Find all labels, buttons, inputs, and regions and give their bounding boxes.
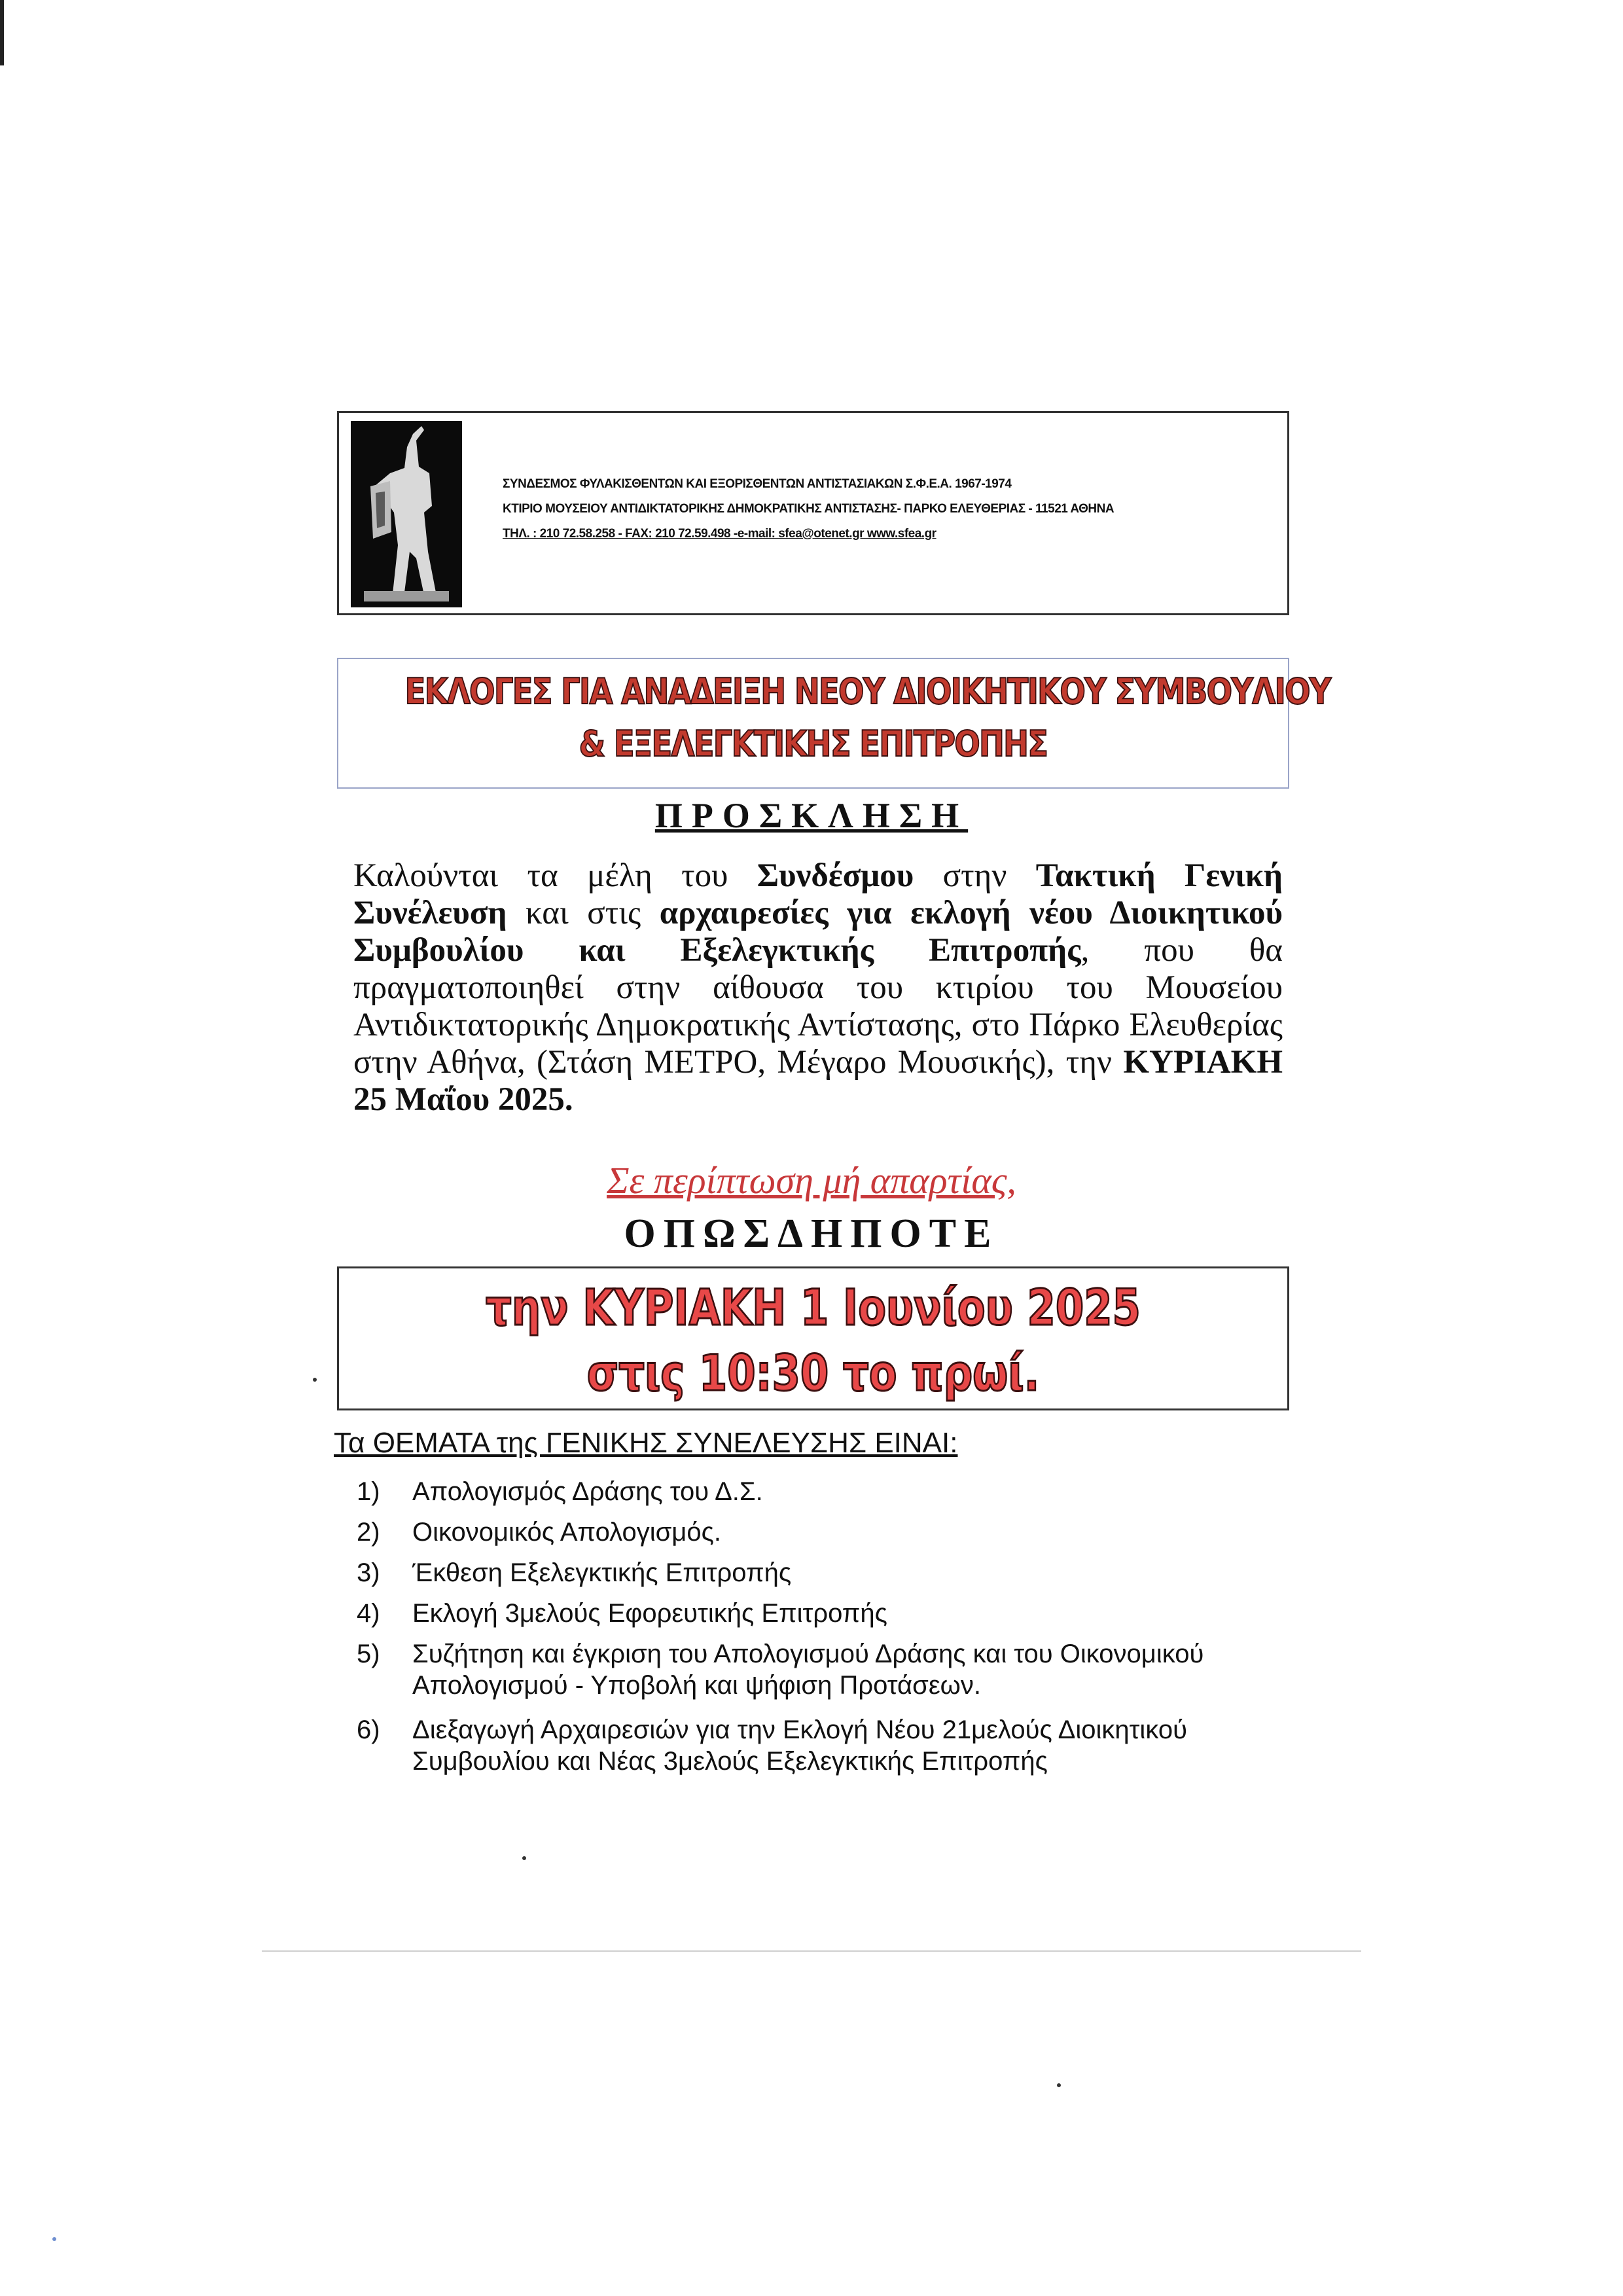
invitation-body bbox=[353, 857, 1283, 1119]
letterhead-text bbox=[503, 472, 1114, 547]
organization-name: ΣΥΝΔΕΣΜΟΣ ΦΥΛΑΚΙΣΘΕΝΤΩΝ ΚΑΙ ΕΞΟΡΙΣΘΕΝΤΩΝ ΑΝΤΙΣΤΑΣΙΑΚΩΝ Σ.Φ.Ε.Α. 1967-1974 bbox=[503, 477, 1012, 491]
scan-edge-mark bbox=[0, 0, 4, 65]
scan-speck bbox=[1057, 2083, 1061, 2087]
scan-speck bbox=[522, 1856, 526, 1860]
body-text-2: στην bbox=[914, 857, 1036, 894]
list-item bbox=[357, 1638, 1306, 1701]
list-item bbox=[357, 1598, 1306, 1629]
regardless-heading: ΟΠΩΣΔΗΠΟΤΕ bbox=[624, 1211, 999, 1256]
topic-number: 1) bbox=[357, 1477, 380, 1506]
list-item bbox=[357, 1476, 1306, 1507]
scan-speck bbox=[313, 1378, 317, 1382]
body-text-3: και στις bbox=[507, 895, 660, 931]
topic-number: 4) bbox=[357, 1599, 380, 1628]
scan-speck bbox=[52, 2237, 56, 2241]
meeting-date: την ΚΥΡΙΑΚΗ 1 Ιουνίου 2025 bbox=[486, 1278, 1141, 1336]
list-item bbox=[357, 1714, 1306, 1777]
statue-logo bbox=[351, 421, 462, 607]
invitation-heading: ΠΡΟΣΚΛΗΣΗ bbox=[654, 796, 969, 835]
meeting-time: στις 10:30 το πρωί. bbox=[586, 1344, 1040, 1402]
meeting-date-box bbox=[337, 1266, 1289, 1410]
topic-text: Έκθεση Εξελεγκτικής Επιτροπής bbox=[412, 1558, 792, 1587]
topic-number: 6) bbox=[357, 1715, 380, 1744]
election-title-box bbox=[337, 658, 1330, 789]
body-bold-4: ΚΥΡΙΑΚΗ 25 Μαΐου 2025. bbox=[353, 1044, 1283, 1118]
body-bold-2: Τακτική Γενική Συνέλευση bbox=[353, 857, 1283, 931]
topics-list bbox=[357, 1476, 1306, 1786]
body-text-1: Καλούνται τα μέλη του bbox=[353, 857, 757, 894]
letterhead bbox=[337, 411, 1289, 615]
no-quorum-notice: Σε περίπτωση μή απαρτίας, bbox=[607, 1159, 1016, 1202]
topic-number: 5) bbox=[357, 1640, 380, 1668]
body-bold-1: Συνδέσμου bbox=[757, 857, 914, 894]
topic-text: Οικονομικός Απολογισμός. bbox=[412, 1518, 721, 1547]
topic-text: Εκλογή 3μελούς Εφορευτικής Επιτροπής bbox=[412, 1599, 887, 1628]
topic-text: Απολογισμός Δράσης του Δ.Σ. bbox=[412, 1477, 763, 1506]
topics-heading: Τα ΘΕΜΑΤΑ της ΓΕΝΙΚΗΣ ΣΥΝΕΛΕΥΣΗΣ ΕΙΝΑΙ: bbox=[334, 1427, 958, 1459]
organization-contact: ΤΗΛ. : 210 72.58.258 - FAX: 210 72.59.498 -e-mail: sfea@otenet.gr www.sfea.gr bbox=[503, 527, 936, 541]
topic-number: 2) bbox=[357, 1518, 380, 1547]
election-title-line-2: & ΕΞΕΛΕΓΚΤΙΚΗΣ ΕΠΙΤΡΟΠΗΣ bbox=[579, 723, 1048, 764]
topic-text: Διεξαγωγή Αρχαιρεσιών για την Εκλογή Νέου 21μελούς Διοικητικού Συμβουλίου και Νέας 3μελούς Εξελεγκτικής Επιτροπής bbox=[412, 1715, 1187, 1776]
body-text-4: , που θα πραγματοποιηθεί στην αίθουσα του κτιρίου του Μουσείου Αντιδικτατορικής Δημοκρατικής Αντίστασης, στο Πάρκο Ελευθερίας στην Αθήνα, (Στάση ΜΕΤΡΟ, Μέγαρο Μουσικής), την bbox=[353, 932, 1283, 1081]
organization-address: ΚΤΙΡΙΟ ΜΟΥΣΕΙΟΥ ΑΝΤΙΔΙΚΤΑΤΟΡΙΚΗΣ ΔΗΜΟΚΡΑΤΙΚΗΣ ΑΝΤΙΣΤΑΣΗΣ- ΠΑΡΚΟ ΕΛΕΥΘΕΡΙΑΣ - 11521 ΑΘΗΝΑ bbox=[503, 502, 1115, 516]
topic-number: 3) bbox=[357, 1558, 380, 1587]
list-item bbox=[357, 1516, 1306, 1548]
topic-text: Συζήτηση και έγκριση του Απολογισμού Δράσης και του Οικονομικού Απολογισμού - Υποβολή και ψήφιση Προτάσεων. bbox=[412, 1640, 1204, 1700]
body-bold-3: αρχαιρεσίες για εκλογή νέου Διοικητικού Συμβουλίου και Εξελεγκτικής Επιτροπής bbox=[353, 895, 1283, 969]
election-title-line-1: ΕΚΛΟΓΕΣ ΓΙΑ ΑΝΑΔΕΙΞΗ ΝΕΟΥ ΔΙΟΙΚΗΤΙΚΟΥ ΣΥΜΒΟΥΛΙΟΥ bbox=[404, 671, 1330, 712]
list-item bbox=[357, 1557, 1306, 1588]
